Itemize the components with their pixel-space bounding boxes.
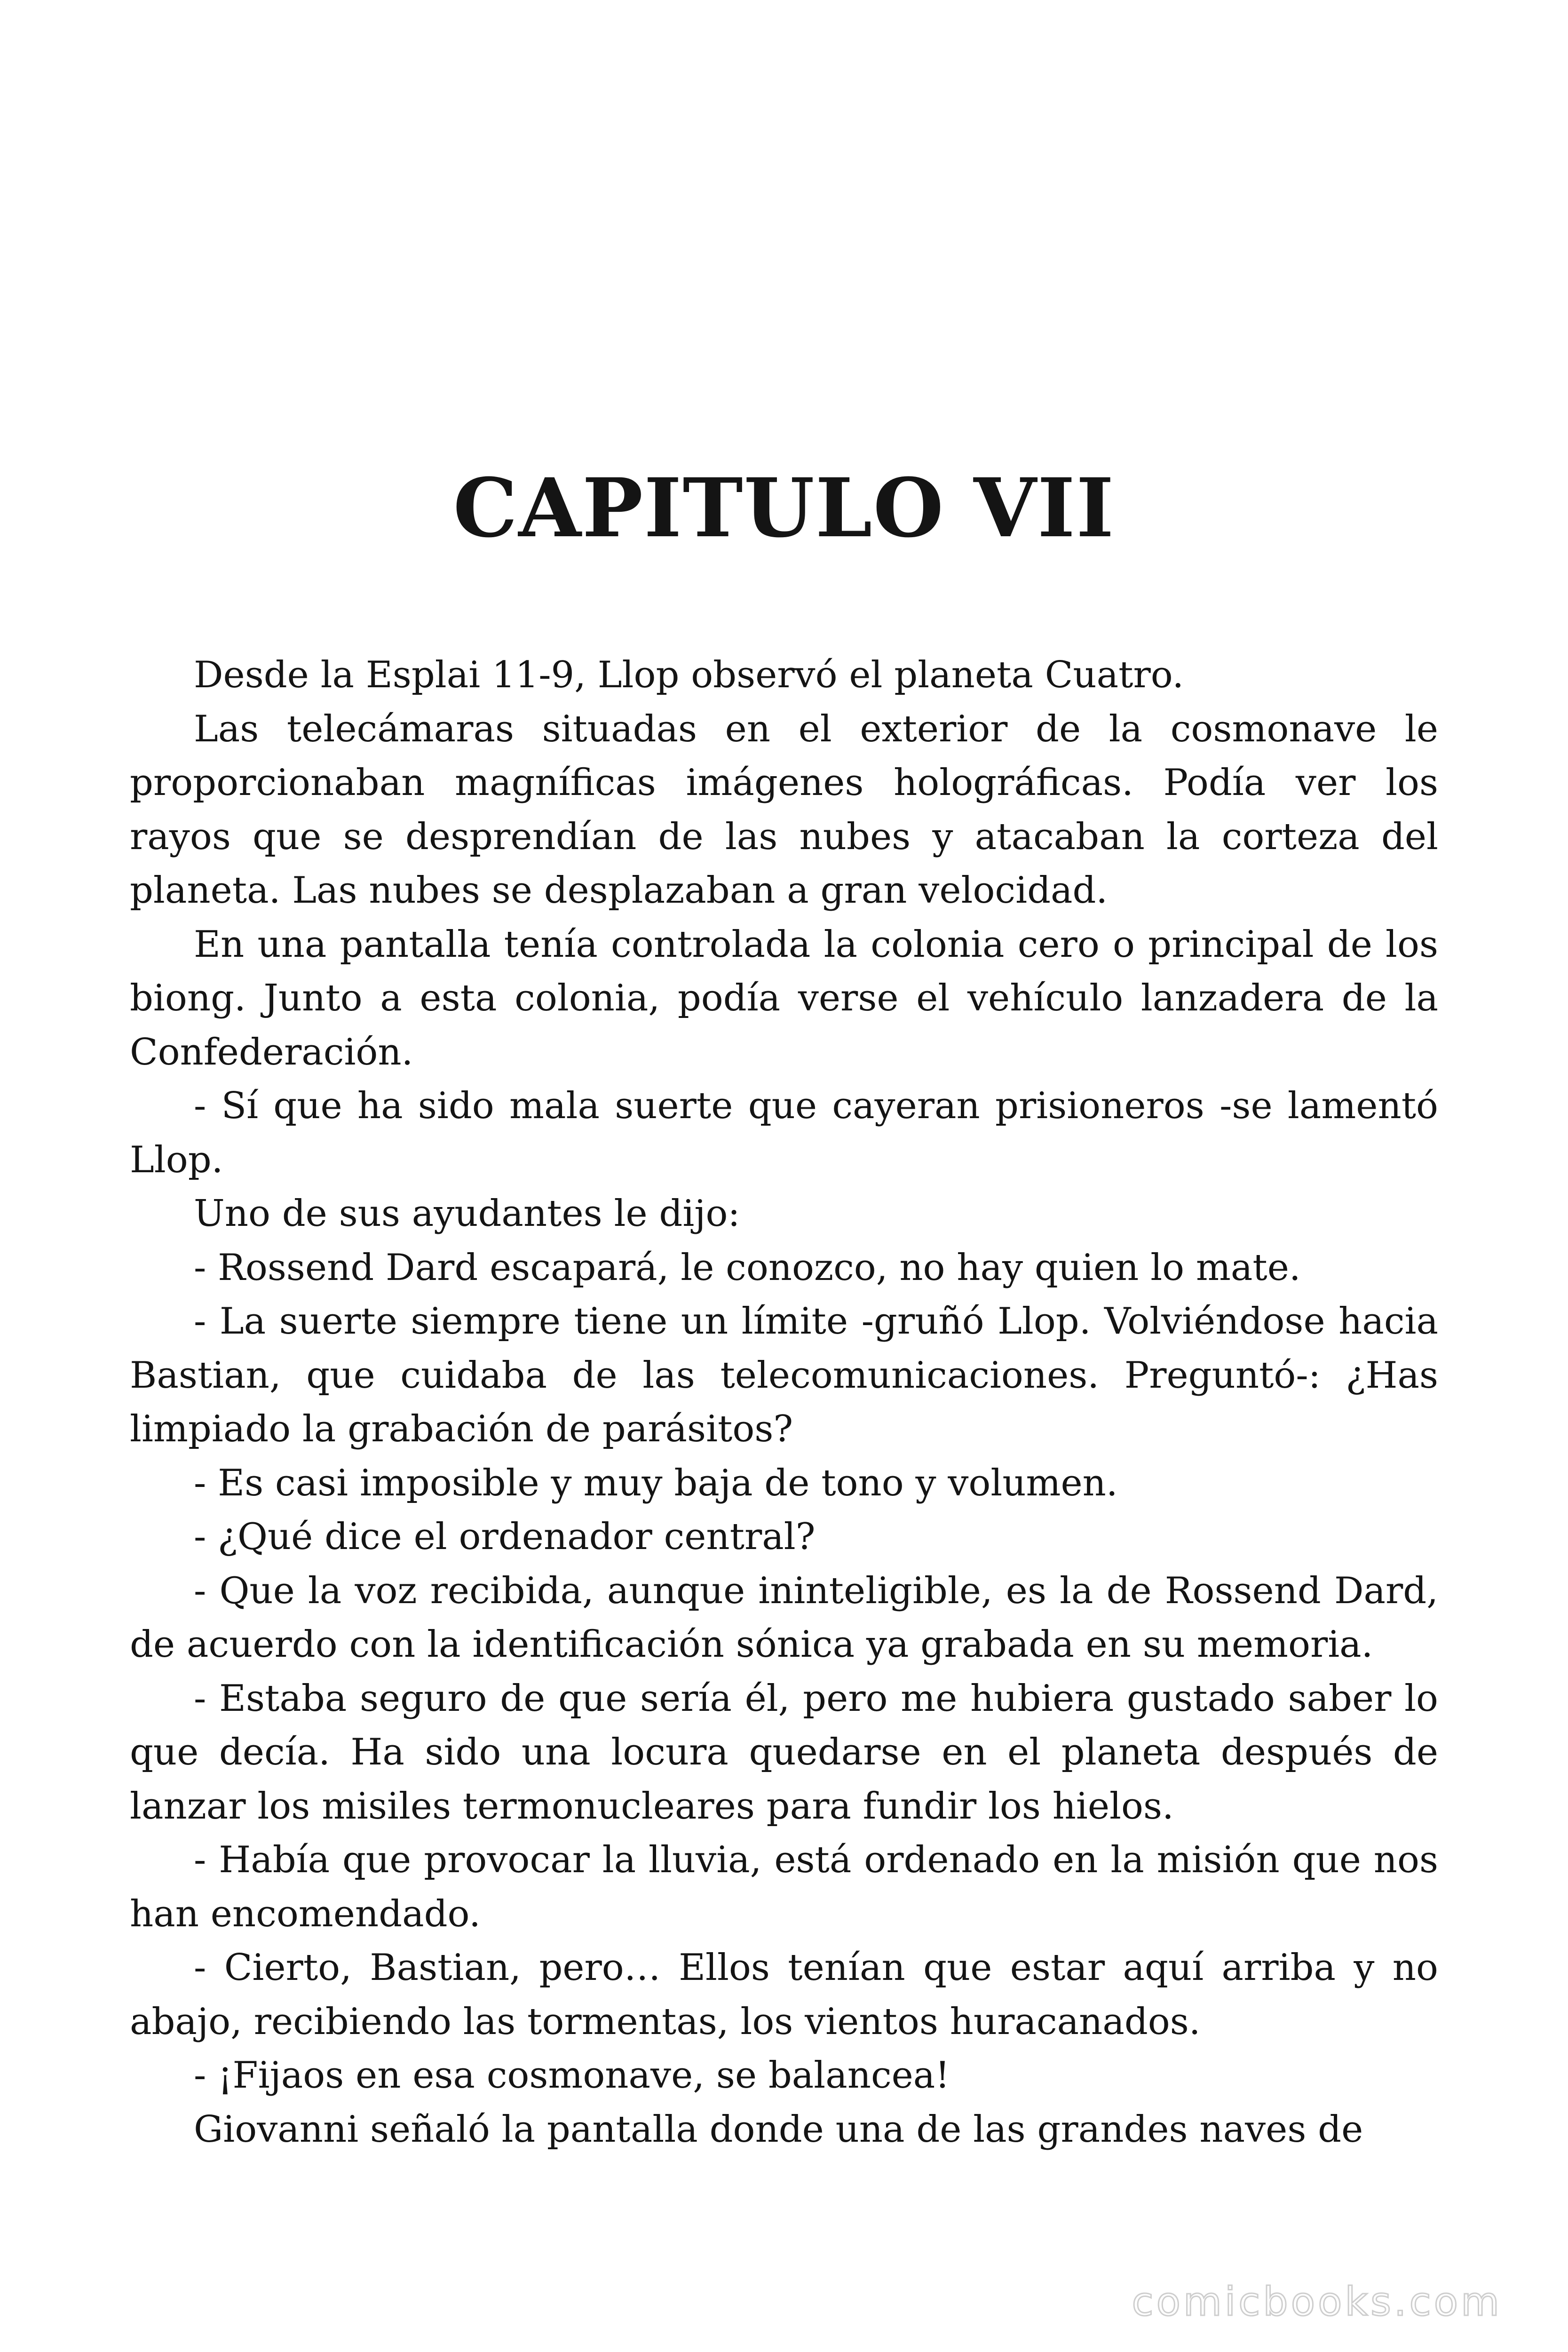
chapter-body — [130, 648, 1438, 2156]
paragraph: - ¿Qué dice el ordenador central? — [194, 1516, 816, 1558]
paragraph: - Que la voz recibida, aunque ininteligible, es la de Rossend Dard, de acuerdo con la identificación sónica ya grabada en su memoria. — [130, 1569, 1438, 1666]
paragraph: - La suerte siempre tiene un límite -gruñó Llop. Volviéndose hacia Bastian, que cuidaba de las telecomunicaciones. Preguntó-: ¿Has limpiado la grabación de parásitos? — [130, 1300, 1438, 1450]
paragraph: - Es casi imposible y muy baja de tono y volumen. — [194, 1462, 1118, 1504]
paragraph: - Estaba seguro de que sería él, pero me hubiera gustado saber lo que decía. Ha sido una locura quedarse en el planeta después de lanzar los misiles termonucleares para fundir los hielos. — [130, 1677, 1438, 1828]
paragraph: - ¡Fijaos en esa cosmonave, se balancea! — [194, 2054, 950, 2097]
paragraph: Uno de sus ayudantes le dijo: — [194, 1192, 740, 1235]
paragraph: Desde la Esplai 11-9, Llop observó el planeta Cuatro. — [194, 654, 1184, 696]
chapter-title: CAPITULO VII — [453, 460, 1115, 556]
paragraph: - Había que provocar la lluvia, está ordenado en la misión que nos han encomendado. — [130, 1839, 1438, 1935]
paragraph: En una pantalla tenía controlada la colonia cero o principal de los biong. Junto a esta colonia, podía verse el vehículo lanzadera de la Confederación. — [130, 923, 1438, 1073]
site-watermark: comicbooks.com — [1132, 2279, 1502, 2325]
paragraph: - Rossend Dard escapará, le conozco, no hay quien lo mate. — [194, 1246, 1301, 1289]
paragraph: Las telecámaras situadas en el exterior de la cosmonave le proporcionaban magníficas imágenes holográficas. Podía ver los rayos que se desprendían de las nubes y atacaban la corteza del planeta. Las nubes se desplazaban a gran velocidad. — [130, 707, 1438, 912]
paragraph: - Sí que ha sido mala suerte que cayeran prisioneros -se lamentó Llop. — [130, 1085, 1438, 1181]
paragraph: - Cierto, Bastian, pero… Ellos tenían que estar aquí arriba y no abajo, recibiendo las tormentas, los vientos huracanados. — [130, 1947, 1438, 2043]
paragraph: Giovanni señaló la pantalla donde una de las grandes naves de — [194, 2108, 1363, 2151]
